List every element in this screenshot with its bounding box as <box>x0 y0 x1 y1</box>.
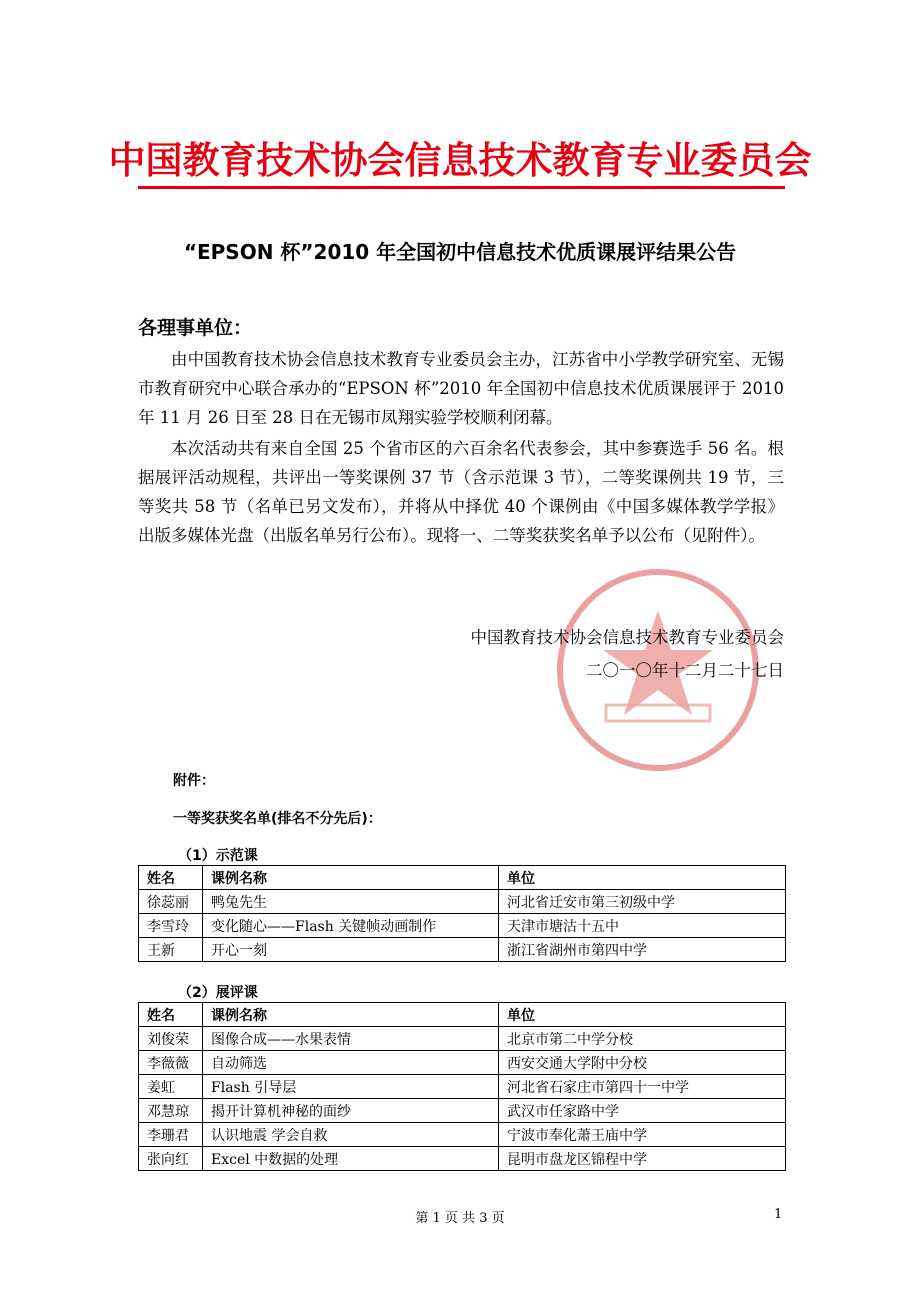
cell-unit: 宁波市奉化萧王庙中学 <box>499 1123 786 1147</box>
cell-lesson: 图像合成——水果表情 <box>203 1027 499 1051</box>
section-label-showcase: （2）展评课 <box>178 985 258 1001</box>
column-header-name: 姓名 <box>139 866 203 890</box>
cell-lesson: 揭开计算机神秘的面纱 <box>203 1099 499 1123</box>
annex-label: 附件： <box>173 773 215 789</box>
section-label-demo: （1）示范课 <box>178 848 258 864</box>
cell-name: 徐蕊丽 <box>139 890 203 914</box>
first-prize-label: 一等奖获奖名单(排名不分先后)： <box>173 811 382 827</box>
column-header-unit: 单位 <box>499 866 786 890</box>
cell-unit: 武汉市任家路中学 <box>499 1099 786 1123</box>
cell-unit: 昆明市盘龙区锦程中学 <box>499 1147 786 1171</box>
cell-unit: 北京市第二中学分校 <box>499 1027 786 1051</box>
signature-date: 二〇一〇年十二月二十七日 <box>586 661 784 680</box>
cell-lesson: Excel 中数据的处理 <box>203 1147 499 1171</box>
cell-unit: 天津市塘沽十五中 <box>499 914 786 938</box>
cell-name: 张向红 <box>139 1147 203 1171</box>
body-paragraph-2: 本次活动共有来自全国 25 个省市区的六百余名代表参会，其中参赛选手 56 名。根据展评活动规程，共评出一等奖课例 37 节（含示范课 3 节），二等奖课例共 19 节，三等奖共 58 节（名单已另文发布），并将从中择优 40 个课例由《中国多媒体教学学报》出版多媒体光盘（出版名单另行公布）。现将一、二等奖获奖名单予以公布（见附件）。 <box>138 439 784 545</box>
column-header-lesson: 课例名称 <box>203 866 499 890</box>
cell-lesson: 变化随心——Flash 关键帧动画制作 <box>203 914 499 938</box>
table-row <box>139 1027 786 1051</box>
cell-name: 姜虹 <box>139 1075 203 1099</box>
org-title: 中国教育技术协会信息技术教育专业委员会 <box>108 139 812 182</box>
notice-title: “EPSON 杯”2010 年全国初中信息技术优质课展评结果公告 <box>183 240 737 264</box>
cell-unit: 河北省迁安市第三初级中学 <box>499 890 786 914</box>
table-row <box>139 890 786 914</box>
body-paragraph-1: 由中国教育技术协会信息技术教育专业委员会主办，江苏省中小学教学研究室、无锡市教育研究中心联合承办的“EPSON 杯”2010 年全国初中信息技术优质课展评于 2010 年 11 月 26 日至 28 日在无锡市凤翔实验学校顺利闭幕。 <box>138 350 784 427</box>
table-row <box>139 1099 786 1123</box>
showcase-lesson-table <box>138 1002 786 1171</box>
table-header-row <box>139 1003 786 1027</box>
cell-name: 王新 <box>139 938 203 962</box>
salutation: 各理事单位： <box>138 317 253 339</box>
page-footer: 第 1 页 共 3 页 <box>415 1211 505 1226</box>
header-divider <box>138 186 785 189</box>
demo-lesson-table <box>138 865 786 962</box>
cell-name: 李薇薇 <box>139 1051 203 1075</box>
column-header-unit: 单位 <box>499 1003 786 1027</box>
cell-lesson: Flash 引导层 <box>203 1075 499 1099</box>
cell-name: 刘俊荣 <box>139 1027 203 1051</box>
cell-unit: 河北省石家庄市第四十一中学 <box>499 1075 786 1099</box>
page-number: 1 <box>774 1207 783 1222</box>
cell-unit: 浙江省湖州市第四中学 <box>499 938 786 962</box>
cell-name: 李珊君 <box>139 1123 203 1147</box>
column-header-name: 姓名 <box>139 1003 203 1027</box>
cell-name: 邓慧琼 <box>139 1099 203 1123</box>
table-row <box>139 914 786 938</box>
signature-org: 中国教育技术协会信息技术教育专业委员会 <box>470 628 784 647</box>
cell-lesson: 认识地震 学会自救 <box>203 1123 499 1147</box>
cell-unit: 西安交通大学附中分校 <box>499 1051 786 1075</box>
cell-lesson: 开心一刻 <box>203 938 499 962</box>
table-row <box>139 1051 786 1075</box>
cell-lesson: 自动筛选 <box>203 1051 499 1075</box>
table-row <box>139 938 786 962</box>
cell-name: 李雪玲 <box>139 914 203 938</box>
cell-lesson: 鸭兔先生 <box>203 890 499 914</box>
table-header-row <box>139 866 786 890</box>
table-row <box>139 1147 786 1171</box>
column-header-lesson: 课例名称 <box>203 1003 499 1027</box>
table-row <box>139 1123 786 1147</box>
table-row <box>139 1075 786 1099</box>
